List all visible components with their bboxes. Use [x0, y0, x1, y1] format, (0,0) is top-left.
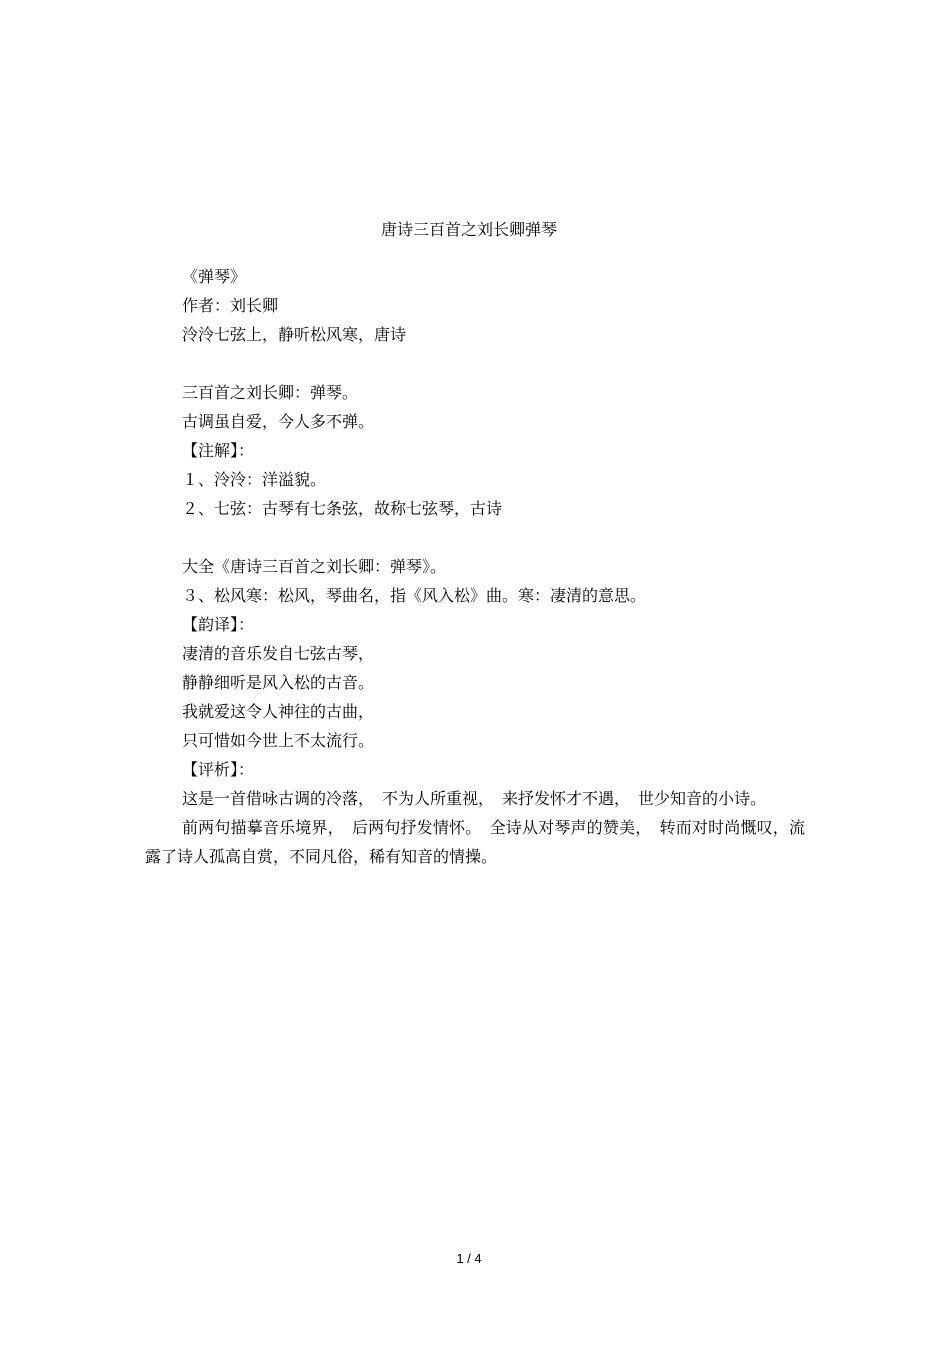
author-line: 作者：刘长卿 [182, 296, 279, 315]
poem-line: 泠泠七弦上，静听松风寒，唐诗 [182, 325, 407, 344]
analysis-paragraph: 这是一首借咏古调的冷落， 不为人所重视， 来抒发怀才不遇， 世少知音的小诗。 [182, 789, 767, 808]
note-item: ３、松风寒：松风，琴曲名，指《风入松》曲。寒：凄清的意思。 [182, 586, 647, 605]
document-body [145, 262, 805, 871]
analysis-paragraph: 前两句描摹音乐境界， 后两句抒发情怀。 全诗从对琴声的赞美， 转而对时尚慨叹，流露了诗人孤高自赏，不同凡俗，稀有知音的情操。 [145, 818, 805, 866]
poem-title-line: 《弹琴》 [182, 267, 247, 286]
poem-line: 三百首之刘长卿：弹琴。 [182, 383, 359, 402]
poem-line: 古调虽自爱，今人多不弹。 [182, 412, 375, 431]
note-item: ２、七弦：古琴有七条弦，故称七弦琴，古诗 [182, 499, 503, 518]
translation-line: 凄清的音乐发自七弦古琴， [182, 644, 375, 663]
document-title: 唐诗三百首之刘长卿弹琴 [380, 220, 557, 239]
section-heading-translation: 【韵译】： [182, 615, 255, 634]
blank-line [145, 523, 805, 552]
page-number: 1 / 4 [456, 1251, 482, 1266]
translation-line: 我就爱这令人神往的古曲， [182, 702, 375, 721]
translation-line: 静静细听是风入松的古音。 [182, 673, 375, 692]
translation-line: 只可惜如今世上不太流行。 [182, 731, 375, 750]
blank-line [145, 349, 805, 378]
note-item: １、泠泠：洋溢貌。 [182, 470, 327, 489]
section-heading-notes: 【注解】： [182, 441, 255, 460]
section-heading-analysis: 【评析】： [182, 760, 255, 779]
note-item: 大全《唐诗三百首之刘长卿：弹琴》。 [182, 557, 447, 576]
